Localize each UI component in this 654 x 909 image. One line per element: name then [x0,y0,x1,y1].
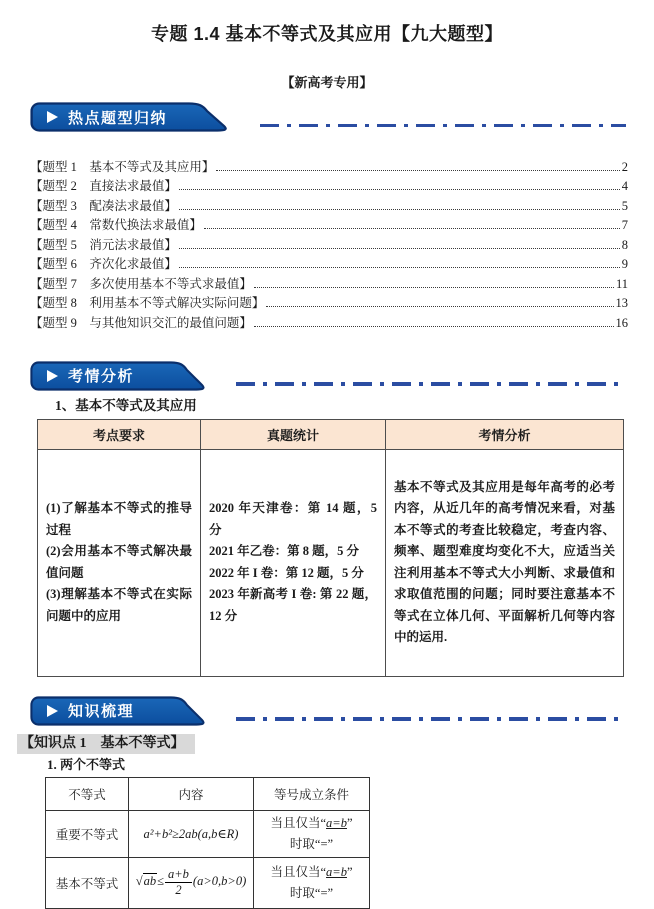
statistic-item: 2021 年乙卷：第 8 题，5 分 [209,544,360,558]
toc-leader-dots [179,189,620,190]
toc-leader-dots [266,306,613,307]
formula-text: a²+b²≥2ab(a,b∈R) [143,826,239,841]
toc-item-label: 【题型 7 多次使用基本不等式求最值】 [30,276,252,291]
toc-leader-dots [216,170,619,171]
dash-dot-divider [236,382,626,385]
toc-item-7[interactable] [30,272,628,292]
section-banner-label: 知识梳理 [68,703,135,720]
knowledge-sub-heading: 1. 两个不等式 [47,756,126,772]
toc-item-label: 【题型 3 配凑法求最值】 [30,198,177,213]
toc-page-number: 7 [621,218,628,232]
inequality-name-cell: 基本不等式 [46,857,129,908]
section-header-hot-topics [30,102,628,132]
toc-page-number: 11 [615,276,628,291]
analysis-summary-cell: 基本不等式及其应用是每年高考的必考内容，从近几年的高考情况来看，对基本不等式的考查比较稳定，考查内容、频率、题型难度均变化不大，应适当关注利用基本不等式大小判断、求最值和求取值范围的问题；同时要注意基本不等式在立体几何、平面解析几何等内容中的运用. [386,449,624,676]
toc-item-label: 【题型 8 利用基本不等式解决实际问题】 [30,296,265,310]
toc-item-4[interactable] [30,214,628,234]
equality-condition-cell [254,810,370,857]
col-header-requirements: 考点要求 [38,419,201,449]
fraction [165,868,192,897]
inequality-name-cell: 重要不等式 [46,810,129,857]
table-header-row [46,777,370,810]
toc-item-label: 【题型 4 常数代换法求最值】 [30,218,202,232]
toc-page-number: 9 [621,257,628,271]
section-banner [30,102,242,132]
table-header-row [38,419,624,449]
toc-item-3[interactable] [30,194,628,214]
section-banner-label: 热点题型归纳 [68,109,168,127]
toc-leader-dots [179,209,620,210]
table-of-contents [30,155,628,331]
statistic-item: 2023 年新高考 I 卷: 第 22 题，12 分 [209,587,377,623]
section-header-knowledge [30,696,628,726]
play-arrow-icon [47,111,58,123]
col-header-inequality: 不等式 [46,777,129,810]
inequalities-table [45,777,370,909]
toc-leader-dots [204,228,620,229]
sqrt-radical: √ab [135,874,157,889]
condition-emphasis: a=b [326,864,347,879]
knowledge-point-heading [17,734,654,754]
toc-item-label: 【题型 6 齐次化求最值】 [30,257,177,271]
toc-page-number: 8 [621,237,628,252]
relation-symbol: ≤ [157,874,164,889]
requirement-item: (2)会用基本不等式解决最值问题 [46,544,192,580]
col-header-equality-condition: 等号成立条件 [254,777,370,810]
table-body-row [38,449,624,676]
dash-dot-divider [260,124,626,127]
toc-page-number: 4 [621,179,628,193]
toc-item-2[interactable] [30,175,628,195]
fraction-numerator: a+b [165,868,192,883]
play-arrow-icon [47,705,58,717]
condition-text: ” [346,864,353,879]
dash-dot-divider [236,717,626,720]
toc-item-label: 【题型 5 消元法求最值】 [30,237,177,252]
equality-condition-cell [254,857,370,908]
formula-cell [129,810,254,857]
section-banner [30,696,218,726]
toc-page-number: 2 [621,159,628,174]
toc-page-number: 13 [615,296,628,310]
statistics-cell [201,449,386,676]
play-arrow-icon [47,370,58,382]
condition-text: 时取“=” [289,885,334,900]
analysis-heading: 1、基本不等式及其应用 [55,397,197,413]
constraint-text: (a>0,b>0) [192,874,247,889]
radicand: ab [143,874,157,889]
toc-item-5[interactable] [30,233,628,253]
condition-text: 当且仅当“ [270,815,327,830]
formula-cell [129,857,254,908]
toc-leader-dots [179,267,620,268]
section-banner-label: 考情分析 [68,368,135,385]
condition-text: 时取“=” [289,836,334,851]
toc-item-label: 【题型 2 直接法求最值】 [30,179,177,193]
col-header-statistics: 真题统计 [201,419,386,449]
section-header-exam-analysis [30,361,628,391]
condition-emphasis: a=b [326,815,347,830]
toc-leader-dots [254,287,614,288]
toc-item-label: 【题型 9 与其他知识交汇的最值问题】 [30,315,252,330]
toc-leader-dots [179,248,620,249]
toc-item-6[interactable] [30,253,628,273]
table-row-important-inequality [46,810,370,857]
toc-item-8[interactable] [30,292,628,312]
requirements-cell [38,449,201,676]
statistic-item: 2022 年 I 卷：第 12 题，5 分 [209,565,364,580]
exam-analysis-table [37,419,624,677]
requirement-item: (1)了解基本不等式的推导过程 [46,501,192,537]
col-header-content: 内容 [129,777,254,810]
col-header-analysis: 考情分析 [386,419,624,449]
page-title: 专题 1.4 基本不等式及其应用【九大题型】 [150,24,504,44]
requirement-item: (3)理解基本不等式在实际问题中的应用 [46,587,192,623]
toc-page-number: 16 [615,315,628,330]
condition-text: ” [346,815,353,830]
condition-text: 当且仅当“ [270,864,327,879]
toc-item-label: 【题型 1 基本不等式及其应用】 [30,159,215,174]
toc-leader-dots [254,326,614,327]
toc-item-9[interactable] [30,311,628,331]
fraction-denominator: 2 [175,883,182,897]
statistic-item: 2020 年天津卷：第 14 题，5 分 [209,501,377,537]
toc-item-1[interactable] [30,155,628,175]
section-banner [30,361,218,391]
knowledge-point-label: 【知识点 1 基本不等式】 [17,734,195,754]
toc-page-number: 5 [621,198,628,213]
table-row-basic-inequality [46,857,370,908]
page-subtitle: 【新高考专用】 [281,75,373,90]
